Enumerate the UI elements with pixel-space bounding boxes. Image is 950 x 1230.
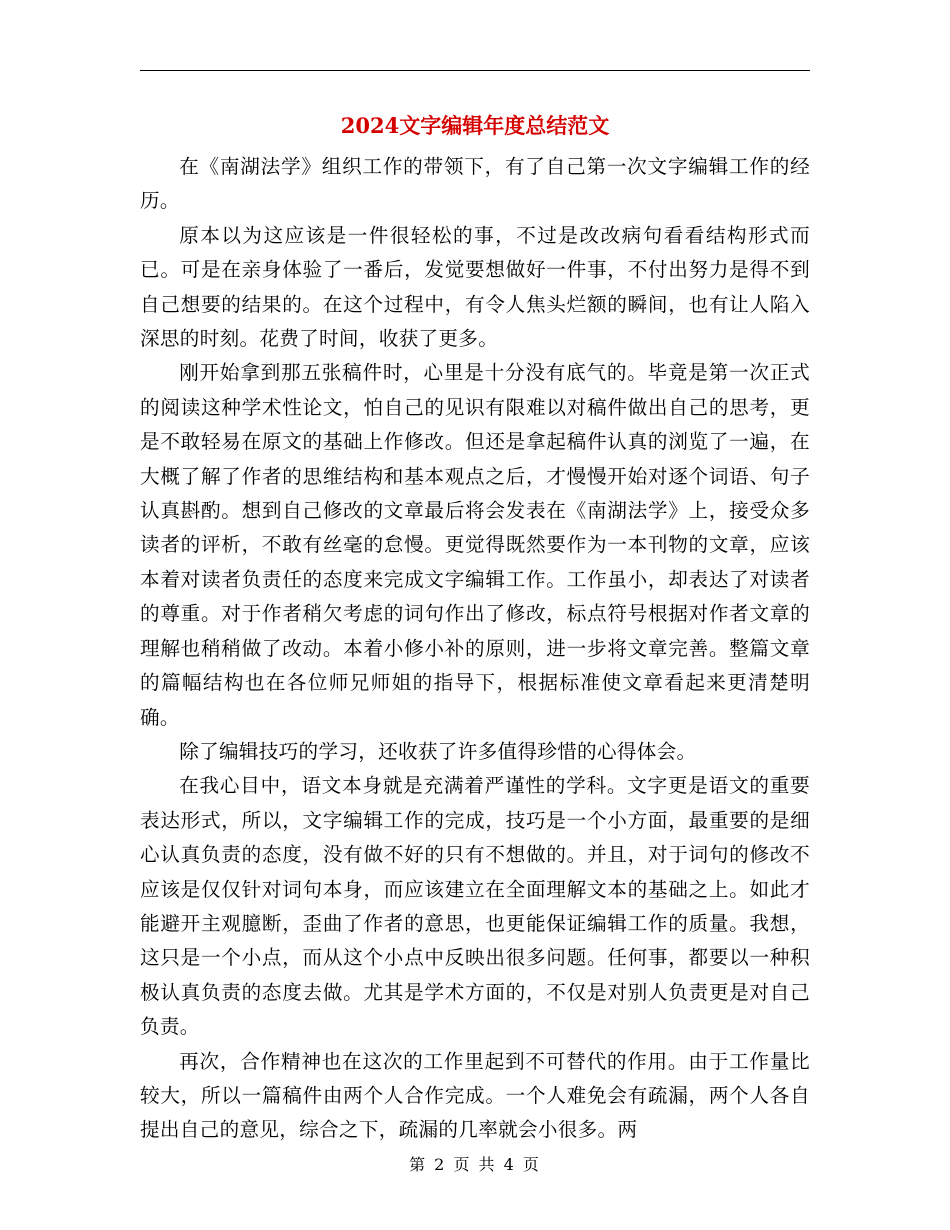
- paragraph-4: 除了编辑技巧的学习，还收获了许多值得珍惜的心得体会。: [179, 739, 697, 763]
- document-title: 2024文字编辑年度总结范文: [340, 113, 610, 138]
- paragraph-3: 刚开始拿到那五张稿件时，心里是十分没有底气的。毕竟是第一次正式的阅读这种学术性论文，怕自己的见识有限难以对稿件做出自己的思考，更是不敢轻易在原文的基础上作修改。但还是拿起稿件认真的浏览了一遍，在大概了解了作者的思维结构和基本观点之后，才慢慢开始对逐个词语、句子认真斟酌。想到自己修改的文章最后将会发表在《南湖法学》上，接受众多读者的评析，不敢有丝毫的怠慢。更觉得既然要作为一本刊物的文章，应该本着对读者负责任的态度来完成文字编辑工作。工作虽小，却表达了对读者的尊重。对于作者稍欠考虑的词句作出了修改，标点符号根据对作者文章的理解也稍稍做了改动。本着小修小补的原则，进一步将文章完善。整篇文章的篇幅结构也在各位师兄师姐的指导下，根据标准使文章看起来更清楚明确。: [140, 361, 810, 729]
- header-rule: [140, 70, 810, 71]
- paragraph-5: 在我心目中，语文本身就是充满着严谨性的学科。文字更是语文的重要表达形式，所以，文字编辑工作的完成，技巧是一个小方面，最重要的是细心认真负责的态度，没有做不好的只有不想做的。并且，对于词句的修改不应该是仅仅针对词句本身，而应该建立在全面理解文本的基础之上。如此才能避开主观臆断，歪曲了作者的意思，也更能保证编辑工作的质量。我想，这只是一个小点，而从这个小点中反映出很多问题。任何事，都要以一种积极认真负责的态度去做。尤其是学术方面的，不仅是对别人负责更是对自己负责。: [140, 774, 810, 1039]
- page-number-footer: 第 2 页 共 4 页: [409, 1155, 541, 1174]
- paragraph-2: 原本以为这应该是一件很轻松的事，不过是改改病句看看结构形式而已。可是在亲身体验了一番后，发觉要想做好一件事，不付出努力是得不到自己想要的结果的。在这个过程中，有令人焦头烂额的瞬间，也有让人陷入深思的时刻。花费了时间，收获了更多。: [140, 223, 810, 351]
- paragraph-1: 在《南湖法学》组织工作的带领下，有了自己第一次文字编辑工作的经历。: [140, 155, 810, 213]
- document-body: [140, 150, 810, 1148]
- paragraph-6: 再次，合作精神也在这次的工作里起到不可替代的作用。由于工作量比较大，所以一篇稿件由两个人合作完成。一个人难免会有疏漏，两个人各自提出自己的意见，综合之下，疏漏的几率就会小很多。两: [140, 1049, 810, 1142]
